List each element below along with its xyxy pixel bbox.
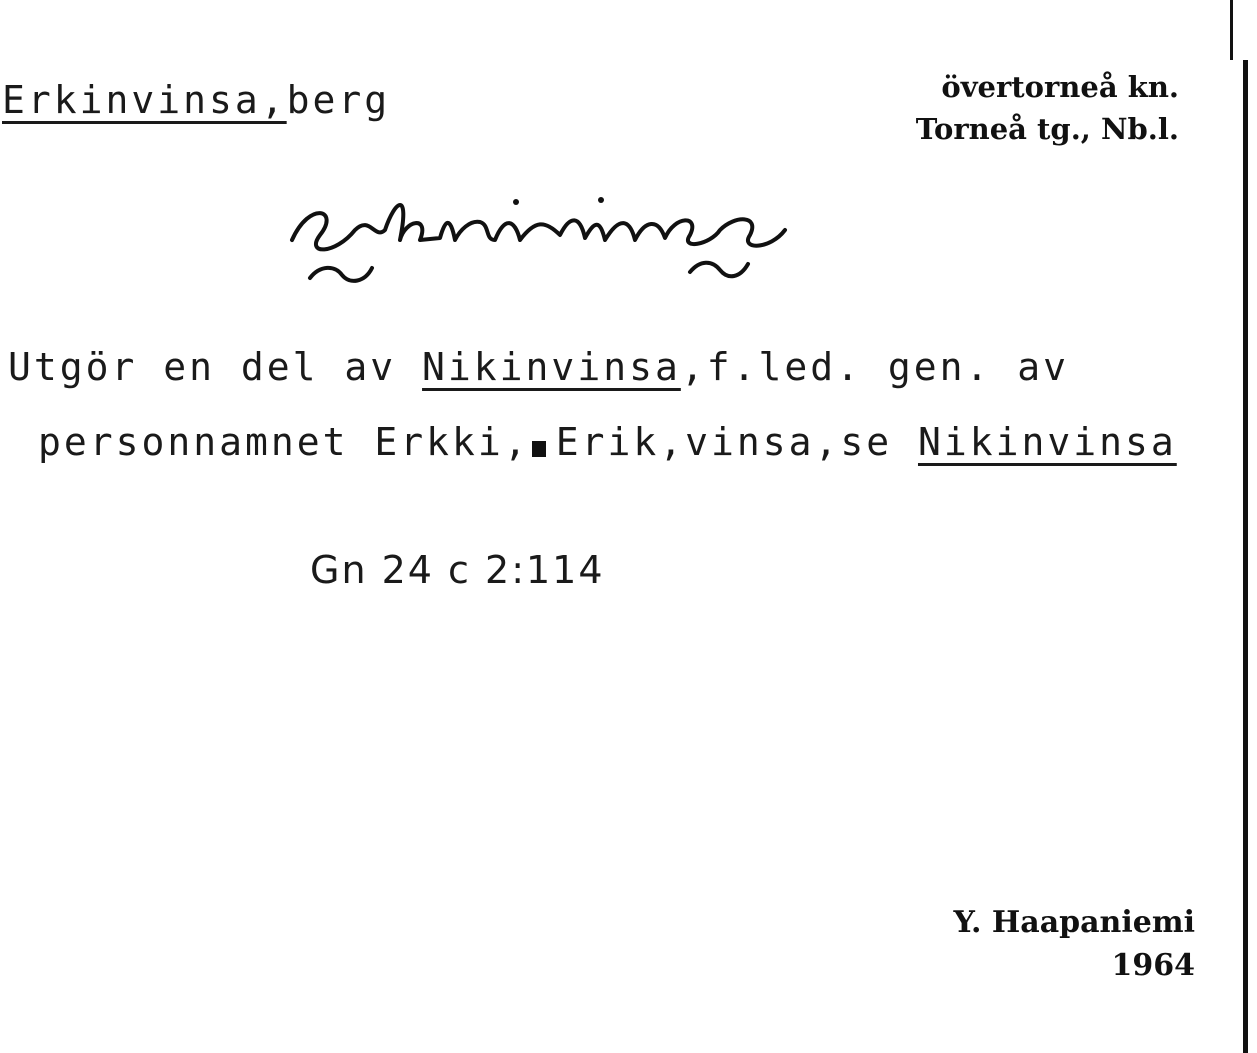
card-edge-line [1243,60,1248,1053]
cross-reference: Nikinvinsa [422,345,681,389]
district-label: Torneå tg., Nb.l. [915,112,1179,146]
source-reference: Gn 24 c 2:114 [310,548,605,592]
cross-reference: Nikinvinsa [917,420,1177,464]
body-line-1 [8,345,1069,389]
year: 1964 [1111,948,1195,983]
headword-type: berg [286,78,391,122]
typewriter-blot [532,441,546,457]
author-name: Y. Haapaniemi [953,905,1195,940]
headword-name: Erkinvinsa, [2,78,287,122]
body-text: Erik,vinsa,se [555,420,918,464]
parish-label: övertorneå kn. [941,70,1179,104]
headword [2,78,390,122]
body-text: personnamnet Erkki, [38,420,530,464]
body-text: ,f.led. gen. av [680,345,1069,389]
body-text: Utgör en del av [8,345,423,389]
card-edge-line-top [1230,0,1233,60]
handwritten-pronunciation [280,160,880,300]
body-line-2 [38,420,1177,464]
